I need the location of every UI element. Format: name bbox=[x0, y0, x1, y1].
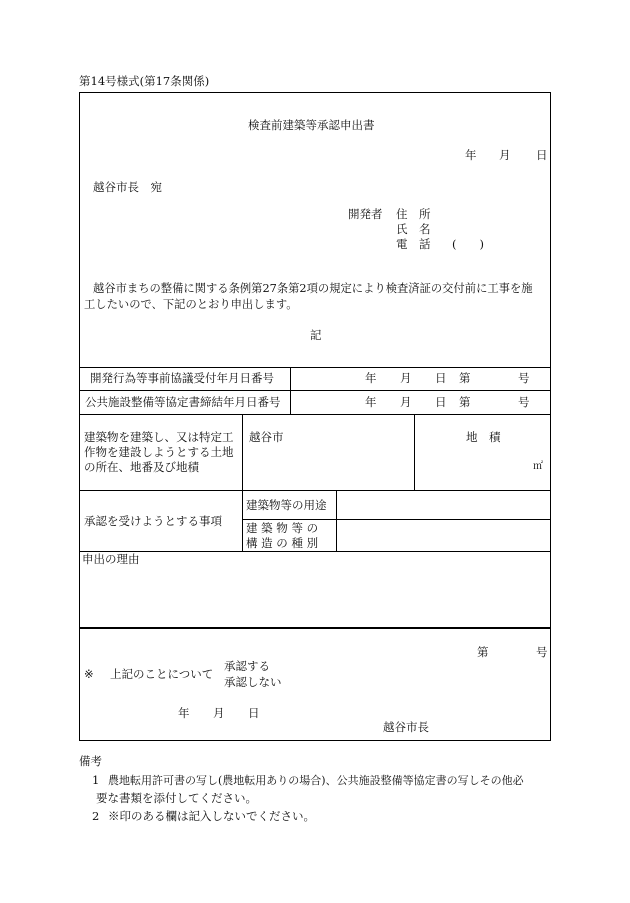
office-month: 月 bbox=[213, 706, 225, 720]
row-line bbox=[79, 414, 551, 415]
mayor-label: 越谷市長 bbox=[383, 720, 429, 734]
row-line bbox=[79, 390, 551, 391]
row1-go: 号 bbox=[518, 371, 530, 385]
city-name: 越谷市 bbox=[249, 430, 284, 444]
row-line bbox=[79, 490, 551, 491]
developer-label: 開発者 bbox=[348, 207, 383, 221]
note2-number: 2 bbox=[92, 809, 100, 823]
row2-month: 月 bbox=[400, 395, 412, 409]
col-line bbox=[242, 414, 243, 551]
agreement-label: 公共施設整備等協定書締結年月日番号 bbox=[85, 395, 281, 409]
approval-item-label: 承認を受けようとする事項 bbox=[84, 514, 222, 528]
row-line bbox=[79, 627, 551, 629]
ki-label: 記 bbox=[310, 328, 322, 342]
form-title: 検査前建築等承認申出書 bbox=[248, 118, 375, 132]
col-line bbox=[414, 414, 415, 490]
land-label-line2: 作物を建設しようとする土地 bbox=[84, 445, 234, 459]
name-label: 氏 名 bbox=[396, 222, 431, 236]
not-approve-option: 承認しない bbox=[224, 675, 282, 689]
col-line bbox=[336, 490, 337, 551]
notes-heading: 備考 bbox=[79, 754, 102, 768]
row2-day: 日 bbox=[435, 395, 447, 409]
land-label-line3: の所在、地番及び地積 bbox=[84, 460, 199, 474]
row1-day: 日 bbox=[435, 371, 447, 385]
row1-dai: 第 bbox=[459, 371, 471, 385]
date-month: 月 bbox=[499, 148, 511, 162]
col-line bbox=[290, 367, 291, 414]
body-text-line2: 工したいので、下記のとおり申出します。 bbox=[84, 298, 298, 311]
structure-label-line1: 建 築 物 等 の bbox=[246, 521, 319, 535]
note1-number: 1 bbox=[92, 773, 100, 787]
approve-option: 承認する bbox=[224, 659, 270, 673]
row-line bbox=[79, 367, 551, 368]
body-text-line1: 越谷市まちの整備に関する条例第27条第2項の規定により検査済証の交付前に工事を施 bbox=[93, 282, 533, 295]
row2-go: 号 bbox=[518, 395, 530, 409]
form-number: 第14号様式(第17条関係) bbox=[79, 74, 210, 88]
office-year: 年 bbox=[178, 706, 190, 720]
row2-dai: 第 bbox=[459, 395, 471, 409]
pre-consult-label: 開発行為等事前協議受付年月日番号 bbox=[90, 371, 274, 385]
note1-line2: 要な書類を添付してください。 bbox=[96, 791, 257, 805]
phone-label: 電 話 bbox=[396, 237, 431, 251]
phone-paren: ( ) bbox=[452, 237, 484, 251]
note1-line1: 農地転用許可書の写し(農地転用ありの場合)、公共施設整備等協定書の写しその他必 bbox=[108, 774, 524, 787]
row2-year: 年 bbox=[365, 395, 377, 409]
office-go: 号 bbox=[536, 645, 548, 659]
area-label: 地 積 bbox=[466, 430, 501, 444]
row1-month: 月 bbox=[400, 371, 412, 385]
date-day: 日 bbox=[536, 148, 548, 162]
office-dai: 第 bbox=[477, 645, 489, 659]
date-year: 年 bbox=[465, 148, 477, 162]
use-label: 建築物等の用途 bbox=[246, 498, 327, 512]
row-line bbox=[79, 551, 551, 552]
office-day: 日 bbox=[248, 706, 260, 720]
reason-label: 申出の理由 bbox=[82, 552, 140, 566]
about-text: 上記のことについて bbox=[110, 667, 214, 681]
addressee: 越谷市長 宛 bbox=[93, 180, 162, 194]
area-unit: ㎡ bbox=[533, 461, 543, 472]
kome-mark: ※ bbox=[84, 667, 94, 681]
note2-text: ※印のある欄は記入しないでください。 bbox=[108, 809, 315, 823]
land-label-line1: 建築物を建築し、又は特定工 bbox=[84, 430, 234, 444]
row1-year: 年 bbox=[365, 371, 377, 385]
row-line bbox=[242, 519, 551, 520]
structure-label-line2: 構 造 の 種 別 bbox=[246, 536, 319, 550]
address-label: 住 所 bbox=[396, 207, 431, 221]
